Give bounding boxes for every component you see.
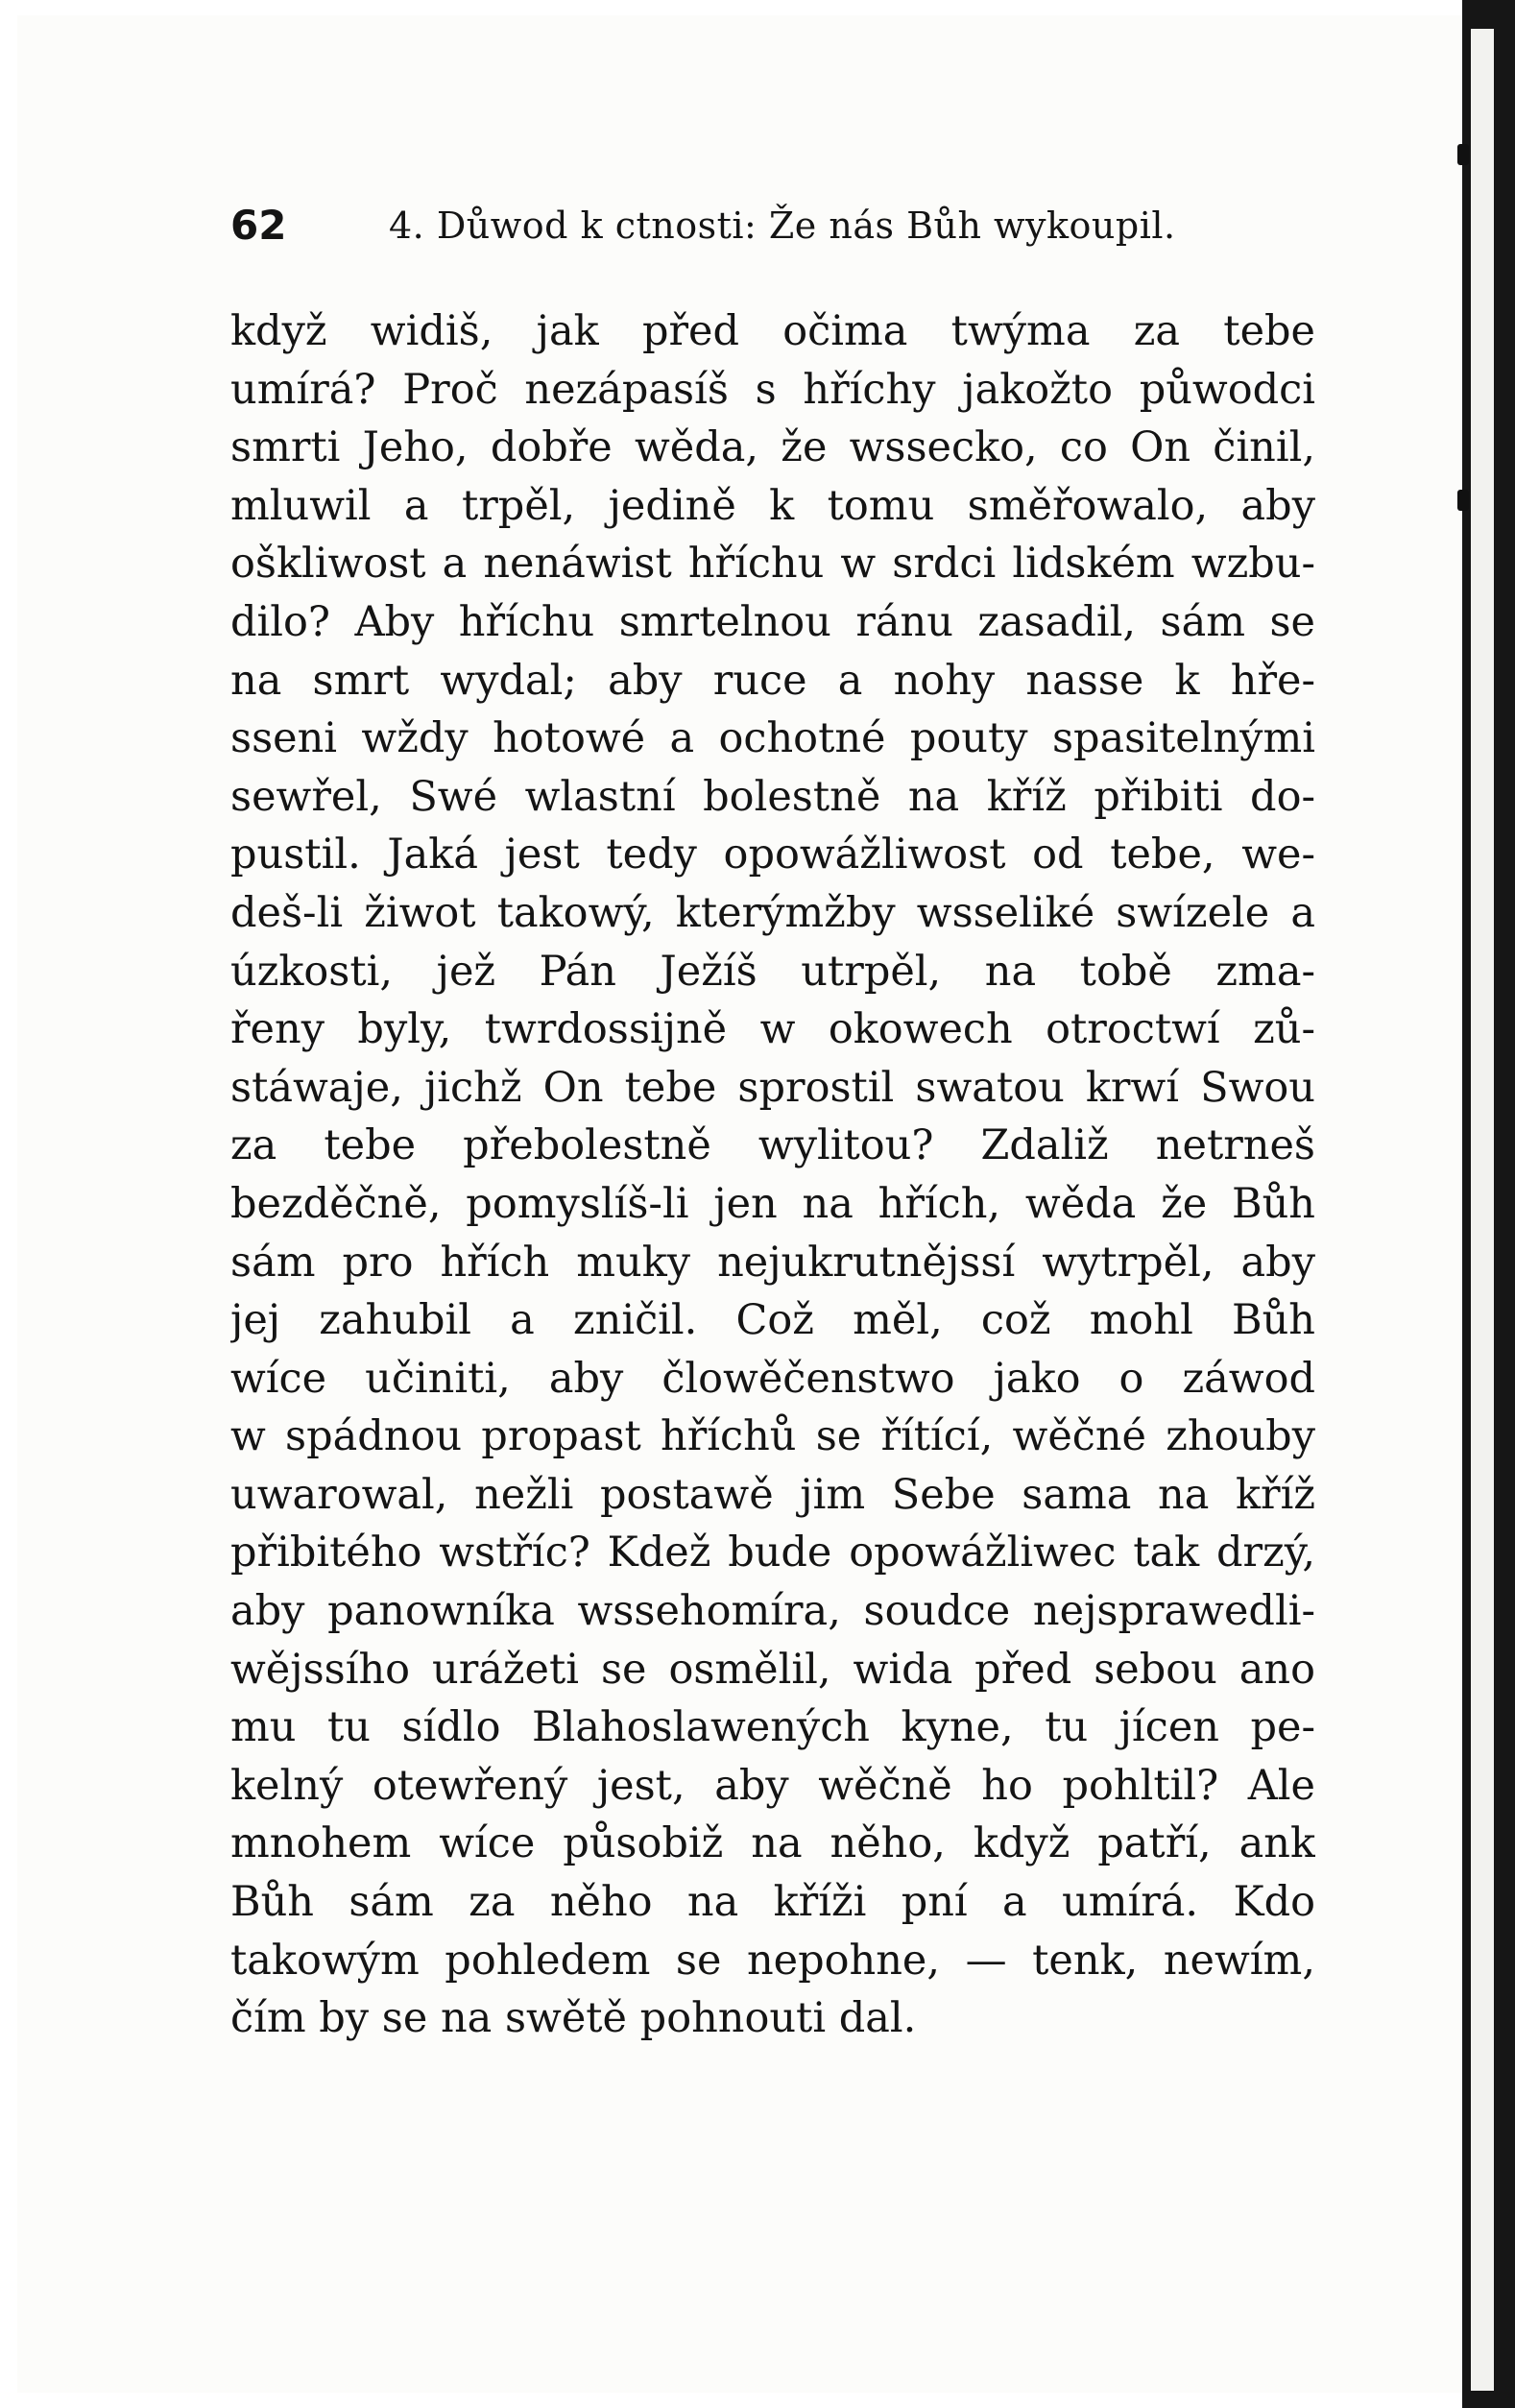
- text-line: když widiš, jak před očima twýma za tebe: [230, 307, 1315, 355]
- text-line: mluwil a trpěl, jedině k tomu směřowalo, aby: [230, 481, 1315, 530]
- text-line: wíce učiniti, aby člowěčenstwo jako o záwod: [230, 1354, 1315, 1403]
- body-text: [230, 302, 1315, 2048]
- scan-edge-mark: [1457, 490, 1469, 511]
- text-line: pustil. Jaká jest tedy opowážliwost od tebe, we-: [230, 831, 1315, 879]
- text-line: přibitého wstříc? Kdež bude opowážliwec tak drzý,: [230, 1529, 1315, 1577]
- text-line: sewřel, Swé wlastní bolestně na kříž přibiti do-: [230, 772, 1315, 821]
- text-line: ošklіwost a nenáwist hříchu w srdci lidském wzbu-: [230, 540, 1315, 589]
- text-line: uwarowal, nežli postawě jim Sebe sama na kříž: [230, 1470, 1315, 1519]
- text-line: bezděčně, pomyslíš-li jen na hřích, wěda že Bůh: [230, 1179, 1315, 1228]
- text-line: řeny byly, twrdossijně w okowech otroctwí zů-: [230, 1005, 1315, 1054]
- text-line: kelný otewřený jest, aby wěčně ho pohltil? Ale: [230, 1761, 1315, 1810]
- text-line: na smrt wydal; aby ruce a nohy nasse k hře-: [230, 656, 1315, 705]
- text-line: deš-li žiwot takowý, kterýmžby wsseliké swízele a: [230, 888, 1315, 937]
- text-line: mu tu sídlo Blahoslawených kyne, tu jícen pe-: [230, 1703, 1315, 1752]
- text-line: w spádnou propast hříchů se řítící, wěčné zhouby: [230, 1412, 1315, 1461]
- scan-edge-mark: [1457, 144, 1469, 165]
- text-line: takowým pohledem se nepohne, — tenk, newím,: [230, 1936, 1315, 1985]
- text-line: wějssího urážeti se osmělil, wida před sebou ano: [230, 1645, 1315, 1694]
- page-header: [230, 197, 1325, 254]
- scan-edge-inner: [1471, 29, 1494, 2391]
- running-head: 4. Důwod k ctnosti: Že nás Bůh wykoupil.: [389, 205, 1176, 247]
- text-line: jej zahubil a zničil. Což měl, což mohl Bůh: [230, 1296, 1315, 1345]
- text-line: dilo? Aby hříchu smrtelnou ránu zasadil, sám se: [230, 597, 1315, 646]
- text-line: úzkosti, jež Pán Ježíš utrpěl, na tobě zma-: [230, 947, 1315, 996]
- text-line: za tebe přebolestně wylitou? Zdaliž netrneš: [230, 1121, 1315, 1170]
- page-number: 62: [230, 202, 287, 249]
- text-line: čím by se na swětě pohnouti dal.: [230, 1994, 917, 2043]
- text-line: mnohem wíce působiž na něho, když patří, ank: [230, 1819, 1315, 1868]
- text-line: umírá? Proč nezápasíš s hříchy jakožto půwodci: [230, 365, 1315, 414]
- text-line: stáwaje, jichž On tebe sprostil swatou krwí Swou: [230, 1063, 1315, 1112]
- text-line: sseni wždy hotowé a ochotné pouty spasitelnými: [230, 714, 1315, 763]
- text-line: sám pro hřích muky nejukrutnějssí wytrpěl, aby: [230, 1238, 1315, 1287]
- text-line: Bůh sám za něho na kříži pní a umírá. Kdo: [230, 1878, 1315, 1927]
- text-line: aby panowníka wssehomíra, soudce nejsprawedli-: [230, 1587, 1315, 1636]
- text-line: smrti Jeho, dobře wěda, že wsseckо, co On činil,: [230, 423, 1315, 472]
